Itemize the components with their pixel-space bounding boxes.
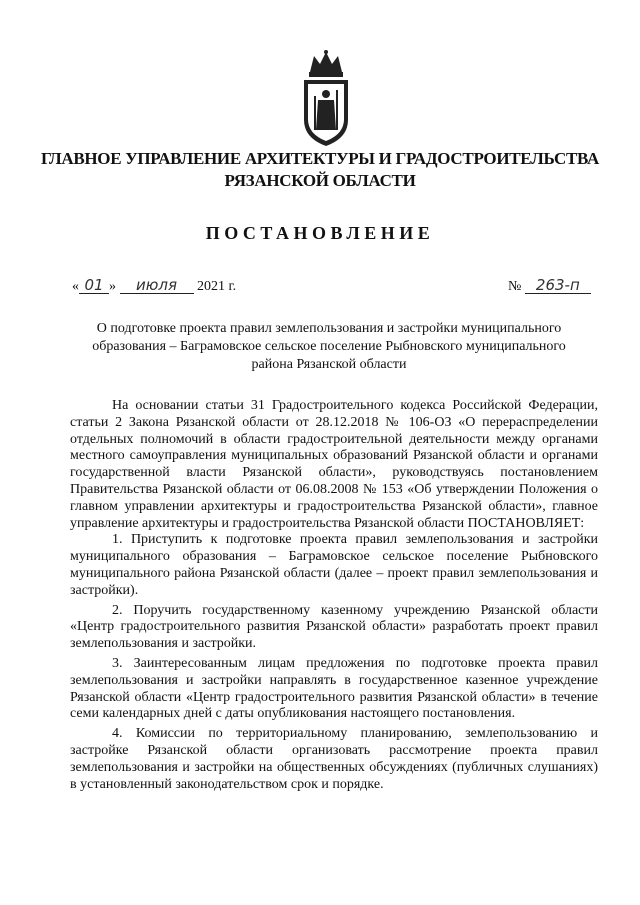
number-value: 263-п: [525, 277, 591, 294]
document-type: ПОСТАНОВЛЕНИЕ: [205, 223, 435, 243]
body-item-3: 3. Заинтересованным лицам предложения по подготовке проекта правил землепользования и застройки направлять в государственное казенное учреждение Рязанской области «Центр градостроительного развития Рязанской области» в течение семи календарных дней с даты опубликования настоящего постановления.: [70, 655, 598, 722]
organization-name: [40, 148, 600, 192]
body-intro: На основании статьи 31 Градостроительного кодекса Российской Федерации, статьи 2 Закона Рязанской области от 28.12.2018 № 106-ОЗ «О перераспределении отдельных полномочий в области градостроительной деятельности между органами местного самоуправления муниципальных образований Рязанской области и органами государственной власти Рязанской области», руководствуясь постановлением Правительства Рязанской области от 06.08.2008 № 153 «Об утверждении Положения о главном управлении архитектуры и градостроительства Рязанской области», главное управление архитектуры и градостроительства Рязанской области ПОСТАНОВЛЯЕТ:: [70, 398, 598, 531]
organization-line-1: ГЛАВНОЕ УПРАВЛЕНИЕ АРХИТЕКТУРЫ И ГРАДОСТРОИТЕЛЬСТВА: [41, 149, 599, 168]
subject-line-3: района Рязанской области: [251, 357, 407, 372]
document-number: [508, 277, 591, 295]
document-body: [70, 398, 598, 793]
date-open-quote: «: [72, 279, 79, 294]
date-month: июля: [120, 277, 194, 294]
number-label: №: [508, 279, 522, 294]
document-subject: [64, 320, 594, 374]
date-year: 2021 г.: [197, 279, 237, 294]
body-item-4: 4. Комиссии по территориальному планированию, землепользованию и застройке Рязанской области организовать рассмотрение проекта правил землепользования и застройки на общественных обсуждениях (публичных слушаниях) в установленный законодательством срок и порядке.: [70, 726, 598, 792]
document-date: [72, 277, 236, 295]
coat-of-arms-icon: [296, 50, 356, 150]
subject-line-2: образования – Баграмовское сельское поселение Рыбновского муниципального: [92, 339, 566, 354]
body-item-1: 1. Приступить к подготовке проекта правил землепользования и застройки муниципального образования – Баграмовское сельское поселение Рыбновского муниципального района Рязанской области (далее – проект правил землепользования и застройки).: [70, 532, 598, 598]
date-day: 01: [79, 277, 109, 294]
organization-line-2: РЯЗАНСКОЙ ОБЛАСТИ: [224, 171, 416, 190]
body-item-2: 2. Поручить государственному казенному учреждению Рязанской области «Центр градостроительного развития Рязанской области» разработать проект правил землепользования и застройки.: [70, 602, 598, 652]
date-close-quote: »: [109, 279, 116, 294]
subject-line-1: О подготовке проекта правил землепользования и застройки муниципального: [96, 321, 562, 336]
